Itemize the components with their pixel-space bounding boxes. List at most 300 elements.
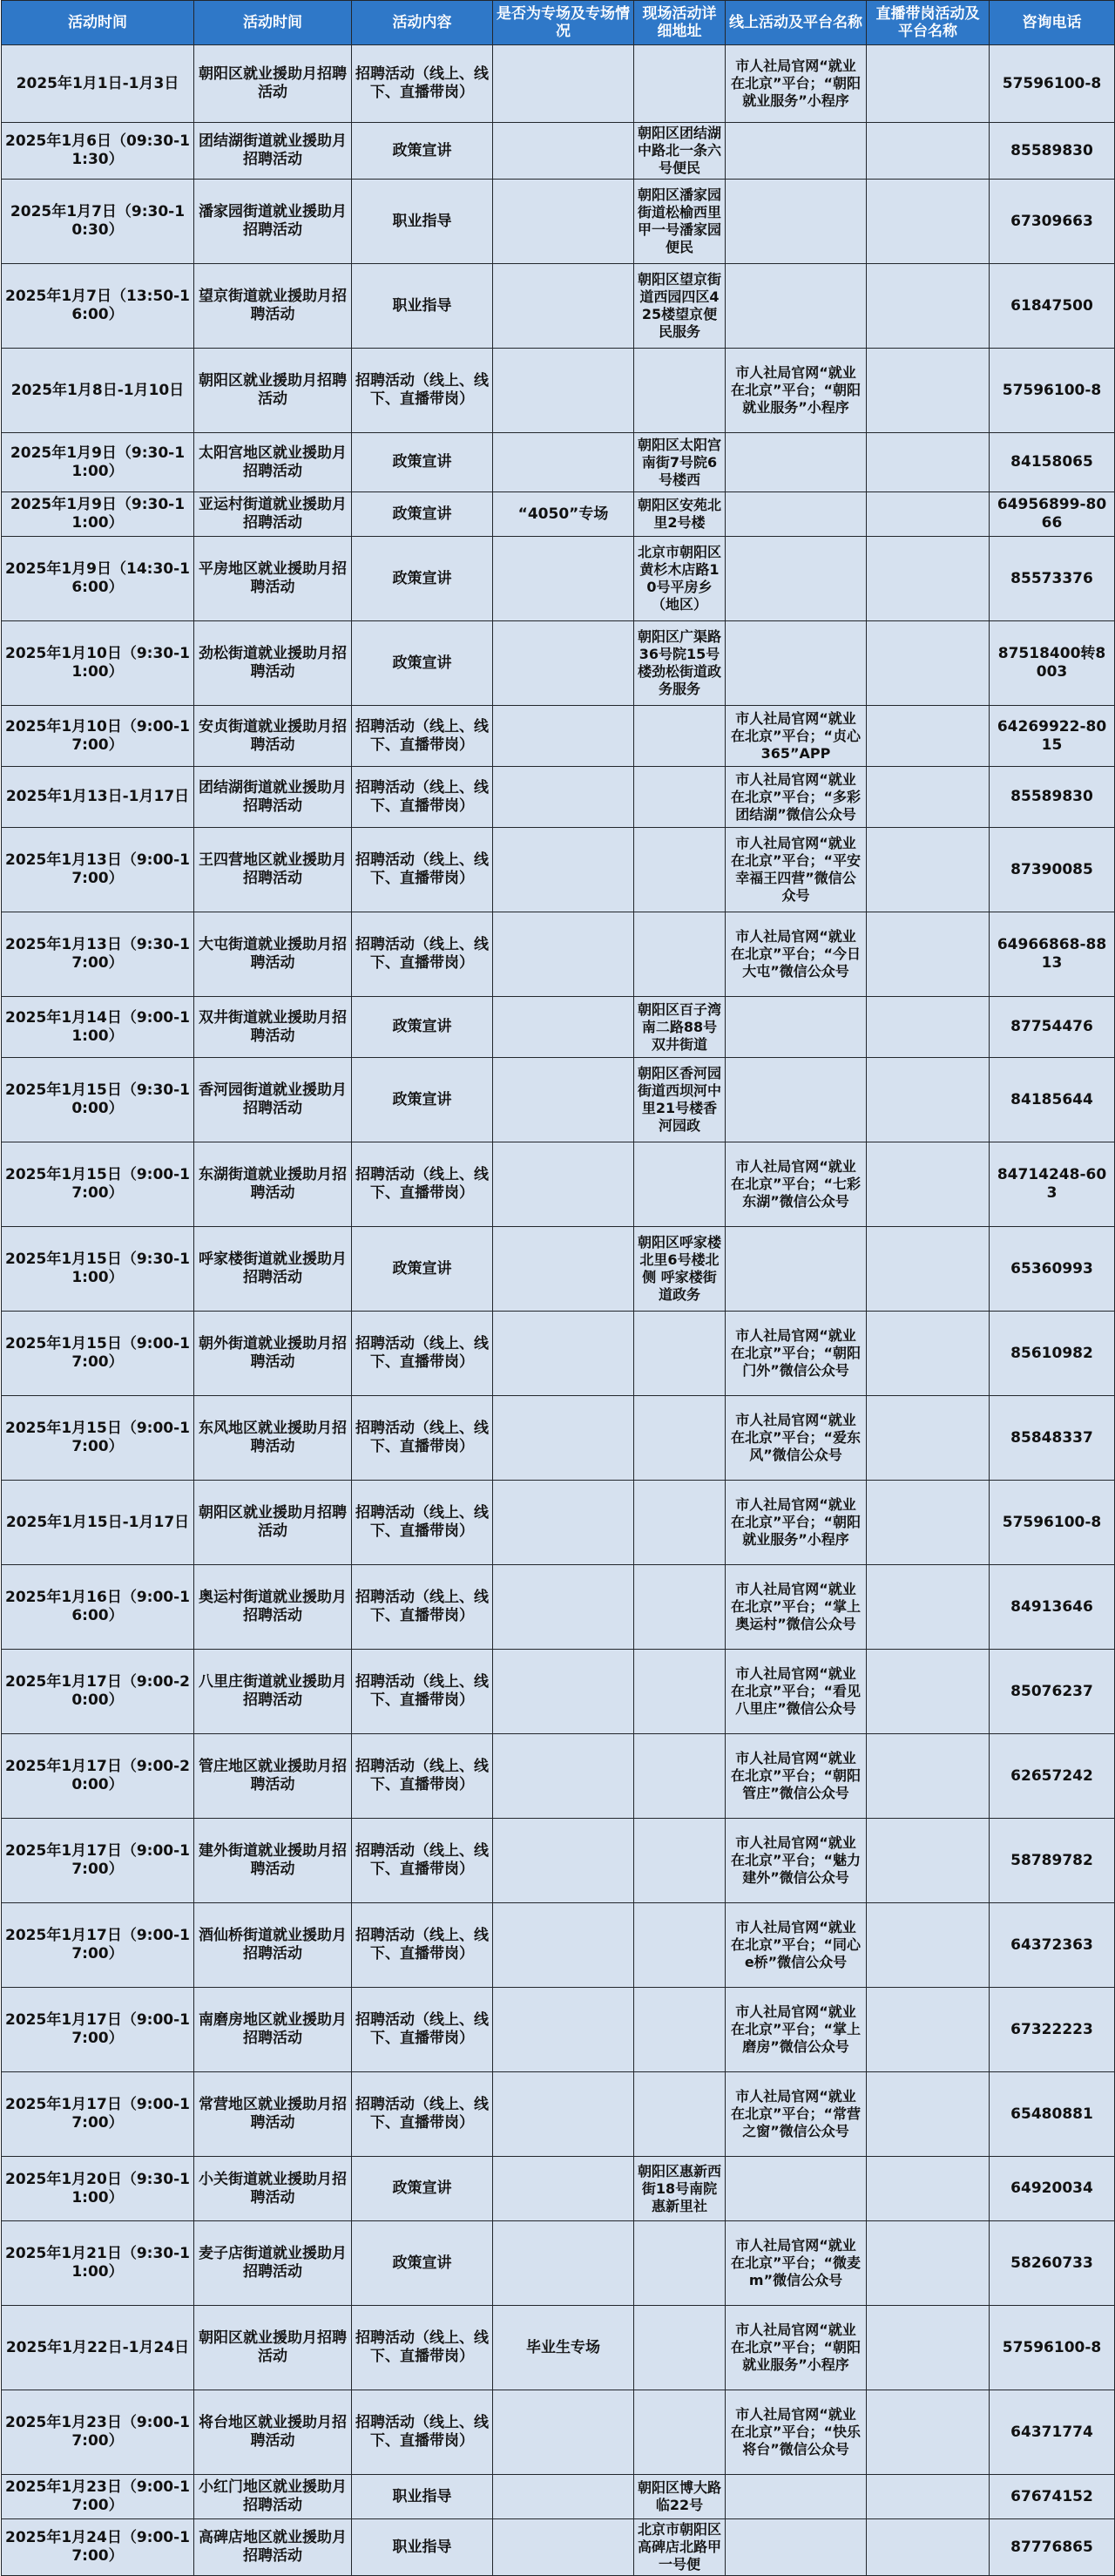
cell-live <box>867 2157 990 2221</box>
cell-address: 朝阳区团结湖中路北一条六号便民 <box>634 123 726 180</box>
table-row <box>2 912 1115 997</box>
header-live: 直播带岗活动及平台名称 <box>867 1 990 45</box>
cell-phone: 57596100-8 <box>990 349 1115 433</box>
cell-online <box>726 2519 867 2576</box>
table-row <box>2 1481 1115 1565</box>
cell-address <box>634 1819 726 1903</box>
cell-activity-name: 双井街道就业援助月招聘活动 <box>194 997 352 1058</box>
table-row <box>2 2519 1115 2576</box>
cell-live <box>867 828 990 912</box>
activity-table <box>1 0 1115 2576</box>
cell-special <box>493 1734 634 1819</box>
cell-special <box>493 123 634 180</box>
cell-activity-name: 安贞街道就业援助月招聘活动 <box>194 706 352 767</box>
cell-content: 政策宣讲 <box>352 997 493 1058</box>
cell-date: 2025年1月24日（9:00-17:00） <box>2 2519 194 2576</box>
cell-content: 招聘活动（线上、线下、直播带岗） <box>352 828 493 912</box>
cell-activity-name: 团结湖街道就业援助月招聘活动 <box>194 767 352 828</box>
cell-content: 招聘活动（线上、线下、直播带岗） <box>352 912 493 997</box>
cell-content: 招聘活动（线上、线下、直播带岗） <box>352 349 493 433</box>
cell-special <box>493 767 634 828</box>
cell-special <box>493 2475 634 2519</box>
cell-phone: 84714248-603 <box>990 1142 1115 1227</box>
cell-date: 2025年1月15日（9:00-17:00） <box>2 1396 194 1481</box>
cell-online: 市人社局官网“就业在北京”平台；“爱东风”微信公众号 <box>726 1396 867 1481</box>
cell-activity-name: 小关街道就业援助月招聘活动 <box>194 2157 352 2221</box>
cell-special <box>493 2157 634 2221</box>
table-row <box>2 1058 1115 1142</box>
cell-activity-name: 王四营地区就业援助月招聘活动 <box>194 828 352 912</box>
cell-special <box>493 1565 634 1650</box>
cell-date: 2025年1月1日-1月3日 <box>2 45 194 123</box>
cell-content: 招聘活动（线上、线下、直播带岗） <box>352 1819 493 1903</box>
cell-address: 朝阳区惠新西街18号南院惠新里社 <box>634 2157 726 2221</box>
header-date: 活动时间 <box>2 1 194 45</box>
cell-content: 招聘活动（线上、线下、直播带岗） <box>352 767 493 828</box>
cell-date: 2025年1月17日（9:00-17:00） <box>2 1903 194 1988</box>
cell-phone: 64966868-8813 <box>990 912 1115 997</box>
table-row <box>2 1819 1115 1903</box>
cell-date: 2025年1月13日（9:00-17:00） <box>2 828 194 912</box>
cell-activity-name: 望京街道就业援助月招聘活动 <box>194 264 352 349</box>
cell-online: 市人社局官网“就业在北京”平台；“贞心365”APP <box>726 706 867 767</box>
cell-address <box>634 1565 726 1650</box>
cell-phone: 85076237 <box>990 1650 1115 1734</box>
cell-date: 2025年1月6日（09:30-11:30） <box>2 123 194 180</box>
table-row <box>2 1734 1115 1819</box>
cell-live <box>867 2390 990 2475</box>
cell-special <box>493 349 634 433</box>
cell-live <box>867 1650 990 1734</box>
cell-online <box>726 537 867 621</box>
cell-phone: 64372363 <box>990 1903 1115 1988</box>
cell-content: 政策宣讲 <box>352 492 493 537</box>
cell-address: 朝阳区呼家楼北里6号楼北侧 呼家楼街道政务 <box>634 1227 726 1312</box>
table-row <box>2 2157 1115 2221</box>
table-header-row <box>2 1 1115 45</box>
cell-special: 毕业生专场 <box>493 2306 634 2390</box>
cell-phone: 65360993 <box>990 1227 1115 1312</box>
cell-special <box>493 1058 634 1142</box>
cell-special <box>493 1312 634 1396</box>
cell-phone: 84913646 <box>990 1565 1115 1650</box>
cell-content: 职业指导 <box>352 264 493 349</box>
cell-address: 北京市朝阳区高碑店北路甲一号便 <box>634 2519 726 2576</box>
cell-special <box>493 1988 634 2072</box>
cell-online: 市人社局官网“就业在北京”平台；“掌上磨房”微信公众号 <box>726 1988 867 2072</box>
cell-date: 2025年1月23日（9:00-17:00） <box>2 2475 194 2519</box>
cell-address <box>634 2306 726 2390</box>
cell-phone: 84185644 <box>990 1058 1115 1142</box>
cell-address <box>634 828 726 912</box>
cell-address <box>634 2072 726 2157</box>
cell-live <box>867 264 990 349</box>
cell-online <box>726 2157 867 2221</box>
cell-phone: 57596100-8 <box>990 45 1115 123</box>
table-row <box>2 2390 1115 2475</box>
cell-content: 政策宣讲 <box>352 621 493 706</box>
cell-live <box>867 1396 990 1481</box>
cell-date: 2025年1月16日（9:00-16:00） <box>2 1565 194 1650</box>
cell-phone: 57596100-8 <box>990 2306 1115 2390</box>
cell-online: 市人社局官网“就业在北京”平台；“朝阳管庄”微信公众号 <box>726 1734 867 1819</box>
cell-live <box>867 1058 990 1142</box>
cell-address <box>634 1481 726 1565</box>
cell-online: 市人社局官网“就业在北京”平台；“七彩东湖”微信公众号 <box>726 1142 867 1227</box>
cell-address: 北京市朝阳区黄杉木店路10号平房乡（地区） <box>634 537 726 621</box>
cell-live <box>867 1142 990 1227</box>
header-address: 现场活动详细地址 <box>634 1 726 45</box>
table-row <box>2 1903 1115 1988</box>
cell-date: 2025年1月15日（9:00-17:00） <box>2 1142 194 1227</box>
cell-date: 2025年1月15日（9:30-11:00） <box>2 1227 194 1312</box>
cell-live <box>867 492 990 537</box>
cell-special <box>493 997 634 1058</box>
cell-activity-name: 劲松街道就业援助月招聘活动 <box>194 621 352 706</box>
table-row <box>2 997 1115 1058</box>
cell-live <box>867 1734 990 1819</box>
cell-activity-name: 朝阳区就业援助月招聘活动 <box>194 349 352 433</box>
cell-activity-name: 酒仙桥街道就业援助月招聘活动 <box>194 1903 352 1988</box>
cell-online: 市人社局官网“就业在北京”平台；“平安幸福王四营”微信公众号 <box>726 828 867 912</box>
cell-special <box>493 1142 634 1227</box>
cell-live <box>867 1988 990 2072</box>
table-row <box>2 123 1115 180</box>
table-row <box>2 767 1115 828</box>
cell-address <box>634 349 726 433</box>
cell-phone: 62657242 <box>990 1734 1115 1819</box>
table-row <box>2 1650 1115 1734</box>
cell-date: 2025年1月17日（9:00-17:00） <box>2 2072 194 2157</box>
cell-live <box>867 997 990 1058</box>
cell-special <box>493 1227 634 1312</box>
table-row <box>2 349 1115 433</box>
cell-phone: 87518400转8003 <box>990 621 1115 706</box>
cell-live <box>867 433 990 492</box>
cell-special <box>493 706 634 767</box>
cell-live <box>867 2306 990 2390</box>
cell-online <box>726 180 867 264</box>
table-row <box>2 2072 1115 2157</box>
cell-phone: 85589830 <box>990 123 1115 180</box>
cell-online: 市人社局官网“就业在北京”平台；“掌上奥运村”微信公众号 <box>726 1565 867 1650</box>
cell-date: 2025年1月17日（9:00-17:00） <box>2 1819 194 1903</box>
cell-address: 朝阳区百子湾南二路88号双井街道 <box>634 997 726 1058</box>
cell-live <box>867 912 990 997</box>
cell-special <box>493 1650 634 1734</box>
cell-online: 市人社局官网“就业在北京”平台；“朝阳门外”微信公众号 <box>726 1312 867 1396</box>
cell-online: 市人社局官网“就业在北京”平台；“朝阳就业服务”小程序 <box>726 45 867 123</box>
cell-content: 招聘活动（线上、线下、直播带岗） <box>352 1650 493 1734</box>
cell-content: 招聘活动（线上、线下、直播带岗） <box>352 1312 493 1396</box>
cell-address <box>634 1903 726 1988</box>
cell-content: 招聘活动（线上、线下、直播带岗） <box>352 1734 493 1819</box>
cell-date: 2025年1月10日（9:00-17:00） <box>2 706 194 767</box>
cell-live <box>867 123 990 180</box>
cell-content: 职业指导 <box>352 2519 493 2576</box>
table-row <box>2 1988 1115 2072</box>
cell-special <box>493 45 634 123</box>
cell-special <box>493 537 634 621</box>
cell-phone: 64371774 <box>990 2390 1115 2475</box>
cell-activity-name: 香河园街道就业援助月招聘活动 <box>194 1058 352 1142</box>
cell-date: 2025年1月20日（9:30-11:00） <box>2 2157 194 2221</box>
cell-activity-name: 潘家园街道就业援助月招聘活动 <box>194 180 352 264</box>
cell-live <box>867 621 990 706</box>
cell-date: 2025年1月13日（9:30-17:00） <box>2 912 194 997</box>
cell-phone: 67674152 <box>990 2475 1115 2519</box>
cell-date: 2025年1月14日（9:00-11:00） <box>2 997 194 1058</box>
cell-address: 朝阳区潘家园街道松榆西里甲一号潘家园便民 <box>634 180 726 264</box>
table-row <box>2 45 1115 123</box>
cell-address <box>634 1650 726 1734</box>
cell-address <box>634 1312 726 1396</box>
cell-online <box>726 264 867 349</box>
cell-online: 市人社局官网“就业在北京”平台；“常营之窗”微信公众号 <box>726 2072 867 2157</box>
cell-activity-name: 八里庄街道就业援助月招聘活动 <box>194 1650 352 1734</box>
cell-content: 政策宣讲 <box>352 123 493 180</box>
cell-phone: 58789782 <box>990 1819 1115 1903</box>
table-row <box>2 828 1115 912</box>
cell-address: 朝阳区安苑北里2号楼 <box>634 492 726 537</box>
cell-phone: 85573376 <box>990 537 1115 621</box>
cell-online: 市人社局官网“就业在北京”平台；“朝阳就业服务”小程序 <box>726 349 867 433</box>
header-content: 活动内容 <box>352 1 493 45</box>
cell-special <box>493 1396 634 1481</box>
cell-online <box>726 123 867 180</box>
cell-activity-name: 管庄地区就业援助月招聘活动 <box>194 1734 352 1819</box>
table-row <box>2 1565 1115 1650</box>
cell-activity-name: 麦子店街道就业援助月招聘活动 <box>194 2221 352 2306</box>
cell-phone: 85848337 <box>990 1396 1115 1481</box>
cell-live <box>867 1565 990 1650</box>
cell-content: 职业指导 <box>352 180 493 264</box>
cell-date: 2025年1月9日（14:30-16:00） <box>2 537 194 621</box>
cell-activity-name: 朝外街道就业援助月招聘活动 <box>194 1312 352 1396</box>
cell-address <box>634 706 726 767</box>
cell-content: 招聘活动（线上、线下、直播带岗） <box>352 1142 493 1227</box>
cell-address <box>634 45 726 123</box>
cell-content: 招聘活动（线上、线下、直播带岗） <box>352 2390 493 2475</box>
cell-live <box>867 349 990 433</box>
cell-activity-name: 朝阳区就业援助月招聘活动 <box>194 1481 352 1565</box>
cell-date: 2025年1月15日（9:30-10:00） <box>2 1058 194 1142</box>
cell-activity-name: 将台地区就业援助月招聘活动 <box>194 2390 352 2475</box>
cell-activity-name: 高碑店地区就业援助月招聘活动 <box>194 2519 352 2576</box>
cell-content: 政策宣讲 <box>352 2157 493 2221</box>
cell-live <box>867 767 990 828</box>
cell-special <box>493 1903 634 1988</box>
cell-online: 市人社局官网“就业在北京”平台；“朝阳就业服务”小程序 <box>726 2306 867 2390</box>
cell-date: 2025年1月13日-1月17日 <box>2 767 194 828</box>
cell-activity-name: 亚运村街道就业援助月招聘活动 <box>194 492 352 537</box>
cell-live <box>867 2475 990 2519</box>
cell-address <box>634 2390 726 2475</box>
table-row <box>2 2306 1115 2390</box>
cell-address: 朝阳区太阳宫南街7号院6号楼西 <box>634 433 726 492</box>
cell-date: 2025年1月9日（9:30-11:00） <box>2 492 194 537</box>
table-row <box>2 1142 1115 1227</box>
cell-live <box>867 537 990 621</box>
cell-activity-name: 朝阳区就业援助月招聘活动 <box>194 2306 352 2390</box>
cell-activity-name: 东风地区就业援助月招聘活动 <box>194 1396 352 1481</box>
cell-activity-name: 常营地区就业援助月招聘活动 <box>194 2072 352 2157</box>
cell-live <box>867 1312 990 1396</box>
cell-address: 朝阳区博大路临22号 <box>634 2475 726 2519</box>
cell-address <box>634 912 726 997</box>
cell-live <box>867 45 990 123</box>
cell-date: 2025年1月21日（9:30-11:00） <box>2 2221 194 2306</box>
cell-date: 2025年1月7日（13:50-16:00） <box>2 264 194 349</box>
cell-phone: 67309663 <box>990 180 1115 264</box>
cell-phone: 65480881 <box>990 2072 1115 2157</box>
cell-date: 2025年1月23日（9:00-17:00） <box>2 2390 194 2475</box>
cell-activity-name: 大屯街道就业援助月招聘活动 <box>194 912 352 997</box>
cell-live <box>867 180 990 264</box>
table-body <box>2 45 1115 2576</box>
cell-live <box>867 1481 990 1565</box>
cell-address <box>634 1396 726 1481</box>
table-row <box>2 180 1115 264</box>
table-row <box>2 1312 1115 1396</box>
cell-activity-name: 呼家楼街道就业援助月招聘活动 <box>194 1227 352 1312</box>
cell-online: 市人社局官网“就业在北京”平台；“朝阳就业服务”小程序 <box>726 1481 867 1565</box>
cell-online: 市人社局官网“就业在北京”平台；“今日大屯”微信公众号 <box>726 912 867 997</box>
cell-phone: 67322223 <box>990 1988 1115 2072</box>
cell-address: 朝阳区香河园街道西坝河中里21号楼香河园政 <box>634 1058 726 1142</box>
cell-special <box>493 828 634 912</box>
cell-address <box>634 1734 726 1819</box>
table-row <box>2 433 1115 492</box>
cell-special <box>493 1819 634 1903</box>
cell-live <box>867 1819 990 1903</box>
table-row <box>2 492 1115 537</box>
cell-special <box>493 2390 634 2475</box>
cell-special <box>493 2519 634 2576</box>
cell-date: 2025年1月15日（9:00-17:00） <box>2 1312 194 1396</box>
cell-live <box>867 2221 990 2306</box>
cell-live <box>867 1227 990 1312</box>
cell-special <box>493 912 634 997</box>
cell-live <box>867 706 990 767</box>
cell-activity-name: 建外街道就业援助月招聘活动 <box>194 1819 352 1903</box>
cell-online <box>726 492 867 537</box>
cell-live <box>867 1903 990 1988</box>
cell-content: 招聘活动（线上、线下、直播带岗） <box>352 1988 493 2072</box>
cell-online <box>726 1058 867 1142</box>
cell-phone: 61847500 <box>990 264 1115 349</box>
cell-content: 政策宣讲 <box>352 433 493 492</box>
cell-date: 2025年1月22日-1月24日 <box>2 2306 194 2390</box>
cell-address <box>634 767 726 828</box>
cell-phone: 64956899-8066 <box>990 492 1115 537</box>
cell-activity-name: 平房地区就业援助月招聘活动 <box>194 537 352 621</box>
cell-online: 市人社局官网“就业在北京”平台；“多彩团结湖”微信公众号 <box>726 767 867 828</box>
cell-content: 招聘活动（线上、线下、直播带岗） <box>352 2072 493 2157</box>
cell-phone: 87754476 <box>990 997 1115 1058</box>
cell-content: 招聘活动（线上、线下、直播带岗） <box>352 706 493 767</box>
cell-live <box>867 2072 990 2157</box>
cell-phone: 85610982 <box>990 1312 1115 1396</box>
cell-phone: 64920034 <box>990 2157 1115 2221</box>
cell-special <box>493 1481 634 1565</box>
cell-date: 2025年1月17日（9:00-17:00） <box>2 1988 194 2072</box>
cell-date: 2025年1月17日（9:00-20:00） <box>2 1650 194 1734</box>
table-row <box>2 1396 1115 1481</box>
cell-content: 招聘活动（线上、线下、直播带岗） <box>352 2306 493 2390</box>
cell-activity-name: 东湖街道就业援助月招聘活动 <box>194 1142 352 1227</box>
cell-activity-name: 小红门地区就业援助月招聘活动 <box>194 2475 352 2519</box>
cell-date: 2025年1月7日（9:30-10:30） <box>2 180 194 264</box>
cell-address: 朝阳区望京街道西园四区425楼望京便民服务 <box>634 264 726 349</box>
cell-activity-name: 奥运村街道就业援助月招聘活动 <box>194 1565 352 1650</box>
cell-content: 政策宣讲 <box>352 1227 493 1312</box>
cell-online: 市人社局官网“就业在北京”平台；“同心e桥”微信公众号 <box>726 1903 867 1988</box>
cell-phone: 58260733 <box>990 2221 1115 2306</box>
cell-special: “4050”专场 <box>493 492 634 537</box>
cell-content: 招聘活动（线上、线下、直播带岗） <box>352 1481 493 1565</box>
cell-phone: 57596100-8 <box>990 1481 1115 1565</box>
cell-content: 政策宣讲 <box>352 1058 493 1142</box>
cell-address <box>634 1142 726 1227</box>
cell-content: 招聘活动（线上、线下、直播带岗） <box>352 45 493 123</box>
cell-content: 招聘活动（线上、线下、直播带岗） <box>352 1903 493 1988</box>
cell-online <box>726 2475 867 2519</box>
cell-date: 2025年1月17日（9:00-20:00） <box>2 1734 194 1819</box>
table-row <box>2 621 1115 706</box>
cell-phone: 87776865 <box>990 2519 1115 2576</box>
cell-content: 招聘活动（线上、线下、直播带岗） <box>352 1565 493 1650</box>
header-phone: 咨询电话 <box>990 1 1115 45</box>
cell-activity-name: 朝阳区就业援助月招聘活动 <box>194 45 352 123</box>
table-row <box>2 537 1115 621</box>
cell-phone: 85589830 <box>990 767 1115 828</box>
cell-phone: 64269922-8015 <box>990 706 1115 767</box>
cell-special <box>493 2072 634 2157</box>
cell-online <box>726 1227 867 1312</box>
cell-online: 市人社局官网“就业在北京”平台；“微麦m”微信公众号 <box>726 2221 867 2306</box>
cell-content: 政策宣讲 <box>352 2221 493 2306</box>
cell-online: 市人社局官网“就业在北京”平台；“看见八里庄”微信公众号 <box>726 1650 867 1734</box>
cell-special <box>493 433 634 492</box>
cell-online: 市人社局官网“就业在北京”平台；“快乐将台”微信公众号 <box>726 2390 867 2475</box>
cell-special <box>493 2221 634 2306</box>
cell-special <box>493 621 634 706</box>
cell-date: 2025年1月9日（9:30-11:00） <box>2 433 194 492</box>
table-row <box>2 2475 1115 2519</box>
header-activity-name: 活动时间 <box>194 1 352 45</box>
cell-special <box>493 264 634 349</box>
cell-date: 2025年1月15日-1月17日 <box>2 1481 194 1565</box>
cell-address <box>634 1988 726 2072</box>
cell-content: 招聘活动（线上、线下、直播带岗） <box>352 1396 493 1481</box>
table-row <box>2 2221 1115 2306</box>
table-row <box>2 706 1115 767</box>
cell-content: 政策宣讲 <box>352 537 493 621</box>
cell-activity-name: 太阳宫地区就业援助月招聘活动 <box>194 433 352 492</box>
cell-special <box>493 180 634 264</box>
header-online: 线上活动及平台名称 <box>726 1 867 45</box>
table-row <box>2 1227 1115 1312</box>
cell-online <box>726 997 867 1058</box>
cell-address <box>634 2221 726 2306</box>
cell-activity-name: 南磨房地区就业援助月招聘活动 <box>194 1988 352 2072</box>
cell-online <box>726 433 867 492</box>
cell-phone: 84158065 <box>990 433 1115 492</box>
table-row <box>2 264 1115 349</box>
cell-date: 2025年1月8日-1月10日 <box>2 349 194 433</box>
cell-live <box>867 2519 990 2576</box>
